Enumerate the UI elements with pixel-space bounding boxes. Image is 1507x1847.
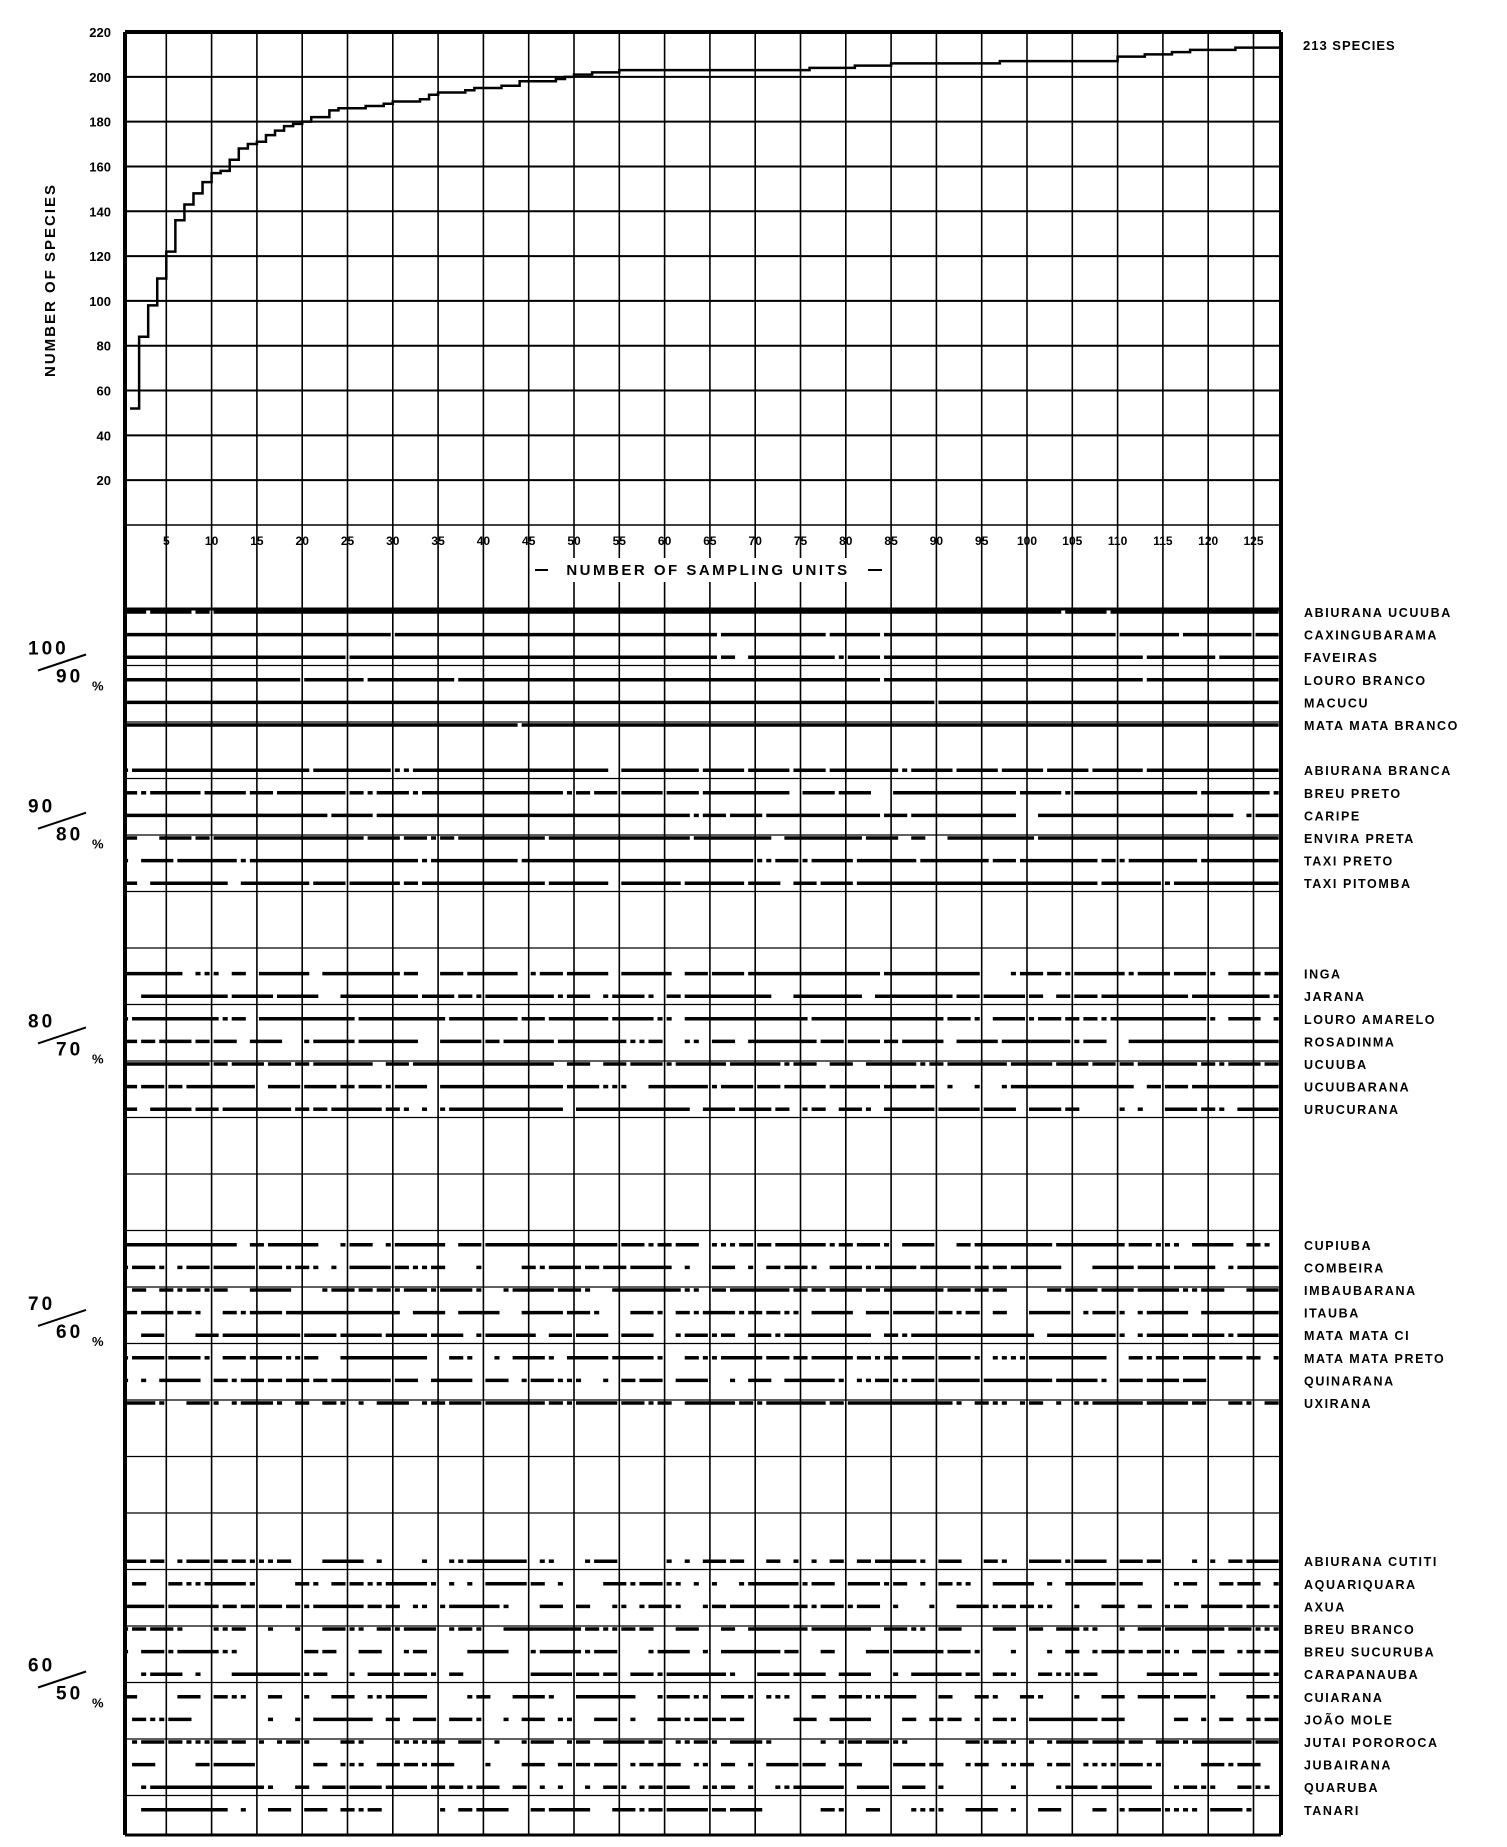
- species-label: ABIURANA CUTITI: [1304, 1555, 1438, 1570]
- species-label: TAXI PITOMBA: [1304, 877, 1412, 892]
- y-tick-label: 20: [96, 473, 111, 489]
- x-tick-label: 70: [748, 534, 762, 548]
- x-tick-label: 50: [567, 534, 581, 548]
- x-tick-label: 25: [340, 534, 355, 548]
- species-label: LOURO BRANCO: [1304, 673, 1427, 688]
- species-label: ITAUBA: [1304, 1306, 1360, 1321]
- x-tick-label: 95: [975, 534, 989, 548]
- x-tick-label: 65: [703, 534, 717, 548]
- y-tick-label: 60: [96, 383, 111, 399]
- species-labels: [28, 606, 1459, 1818]
- species-label: URUCURANA: [1304, 1103, 1400, 1118]
- x-tick-label: 10: [204, 534, 219, 548]
- x-tick-label: 75: [793, 534, 808, 548]
- species-label: UCUUBARANA: [1304, 1080, 1411, 1095]
- x-tick-label: 15: [250, 534, 264, 548]
- x-tick-label: 5: [162, 534, 170, 548]
- y-tick-label: 100: [89, 293, 111, 309]
- species-label: CARIPE: [1304, 809, 1361, 824]
- species-label: CARAPANAUBA: [1304, 1668, 1420, 1683]
- group-label-top: 60: [28, 1655, 56, 1677]
- y-tick-label: 120: [89, 249, 111, 265]
- species-label: LOURO AMARELO: [1304, 1012, 1437, 1027]
- x-tick-label: 60: [657, 534, 672, 548]
- species-label: ABIURANA UCUUBA: [1304, 606, 1452, 620]
- species-label: JUBAIRANA: [1304, 1758, 1393, 1773]
- presence-lines: [123, 612, 1279, 1810]
- x-tick-label: 20: [295, 534, 309, 548]
- x-tick-label: 45: [522, 534, 536, 548]
- y-tick-label: 180: [89, 114, 111, 130]
- species-label: TAXI PRETO: [1304, 854, 1394, 869]
- species-label: TANARI: [1304, 1803, 1360, 1818]
- species-label: CUIARANA: [1304, 1690, 1384, 1705]
- x-tick-label: 105: [1062, 534, 1083, 548]
- species-label: JUTAI POROROCA: [1304, 1736, 1439, 1750]
- species-label: MACUCU: [1304, 696, 1370, 711]
- group-label-bottom: 90: [56, 666, 84, 688]
- y-tick-label: 160: [89, 159, 111, 175]
- species-label: BREU SUCURUBA: [1304, 1645, 1436, 1660]
- group-label-top: 80: [28, 1011, 56, 1033]
- species-label: CAXINGUBARAMA: [1304, 628, 1438, 643]
- species-label: CUPIUBA: [1304, 1238, 1373, 1253]
- species-label: ABIURANA BRANCA: [1304, 764, 1452, 779]
- species-label: UCUUBA: [1304, 1058, 1368, 1072]
- x-tick-label: 85: [884, 534, 898, 548]
- x-tick-label: 30: [386, 534, 400, 548]
- y-tick-label: 80: [96, 338, 111, 354]
- species-label: MATA MATA BRANCO: [1304, 719, 1459, 733]
- x-tick-label: 125: [1243, 534, 1264, 548]
- species-label: ROSADINMA: [1304, 1035, 1396, 1050]
- x-tick-label: 120: [1198, 534, 1219, 548]
- species-label: COMBEIRA: [1304, 1261, 1385, 1276]
- species-label: FAVEIRAS: [1304, 651, 1379, 666]
- group-label-top: 70: [28, 1293, 56, 1315]
- group-label-bottom: 80: [56, 824, 84, 846]
- grid-lines: [125, 32, 1281, 1835]
- tick-labels: [89, 25, 1264, 548]
- y-tick-label: 140: [89, 204, 111, 220]
- group-label-bottom: 70: [56, 1039, 84, 1061]
- species-label: INGA: [1304, 967, 1342, 982]
- species-label: MATA MATA PRETO: [1304, 1351, 1446, 1366]
- x-tick-label: 90: [929, 534, 944, 548]
- species-label: AQUARIQUARA: [1304, 1577, 1417, 1592]
- species-label: BREU PRETO: [1304, 786, 1402, 801]
- species-label: JOÃO MOLE: [1304, 1713, 1394, 1728]
- x-tick-label: 40: [476, 534, 491, 548]
- species-label: MATA MATA CI: [1304, 1329, 1411, 1344]
- x-tick-label: 115: [1153, 534, 1173, 548]
- x-tick-label: 110: [1107, 534, 1128, 548]
- species-label: BREU BRANCO: [1304, 1623, 1416, 1637]
- x-tick-label: 35: [431, 534, 445, 548]
- species-label: IMBAUBARANA: [1304, 1284, 1417, 1298]
- group-label-bottom: 60: [56, 1321, 84, 1343]
- species-label: QUARUBA: [1304, 1781, 1380, 1796]
- curve-annotation: 213 SPECIES: [1303, 38, 1396, 53]
- x-tick-label: 80: [839, 534, 853, 548]
- species-label: AXUA: [1304, 1600, 1346, 1615]
- x-tick-label: 100: [1016, 534, 1038, 548]
- species-label: ENVIRA PRETA: [1304, 832, 1415, 846]
- group-label-bottom: 50: [56, 1683, 84, 1705]
- group-label-percent: %: [92, 836, 104, 852]
- group-label-percent: %: [92, 678, 104, 694]
- y-axis-title: NUMBER OF SPECIES: [42, 182, 59, 378]
- y-tick-label: 220: [89, 25, 111, 40]
- species-label: UXIRANA: [1304, 1397, 1373, 1411]
- group-label-top: 100: [28, 638, 69, 660]
- group-label-percent: %: [92, 1695, 104, 1711]
- y-tick-label: 40: [96, 428, 111, 444]
- group-label-percent: %: [92, 1333, 104, 1349]
- group-label-top: 90: [28, 796, 56, 818]
- species-label: QUINARANA: [1304, 1374, 1395, 1389]
- species-label: JARANA: [1304, 990, 1366, 1005]
- y-tick-label: 200: [89, 69, 111, 85]
- x-tick-label: 55: [612, 534, 626, 548]
- x-axis-title: NUMBER OF SAMPLING UNITS: [566, 562, 850, 579]
- group-label-percent: %: [92, 1051, 104, 1067]
